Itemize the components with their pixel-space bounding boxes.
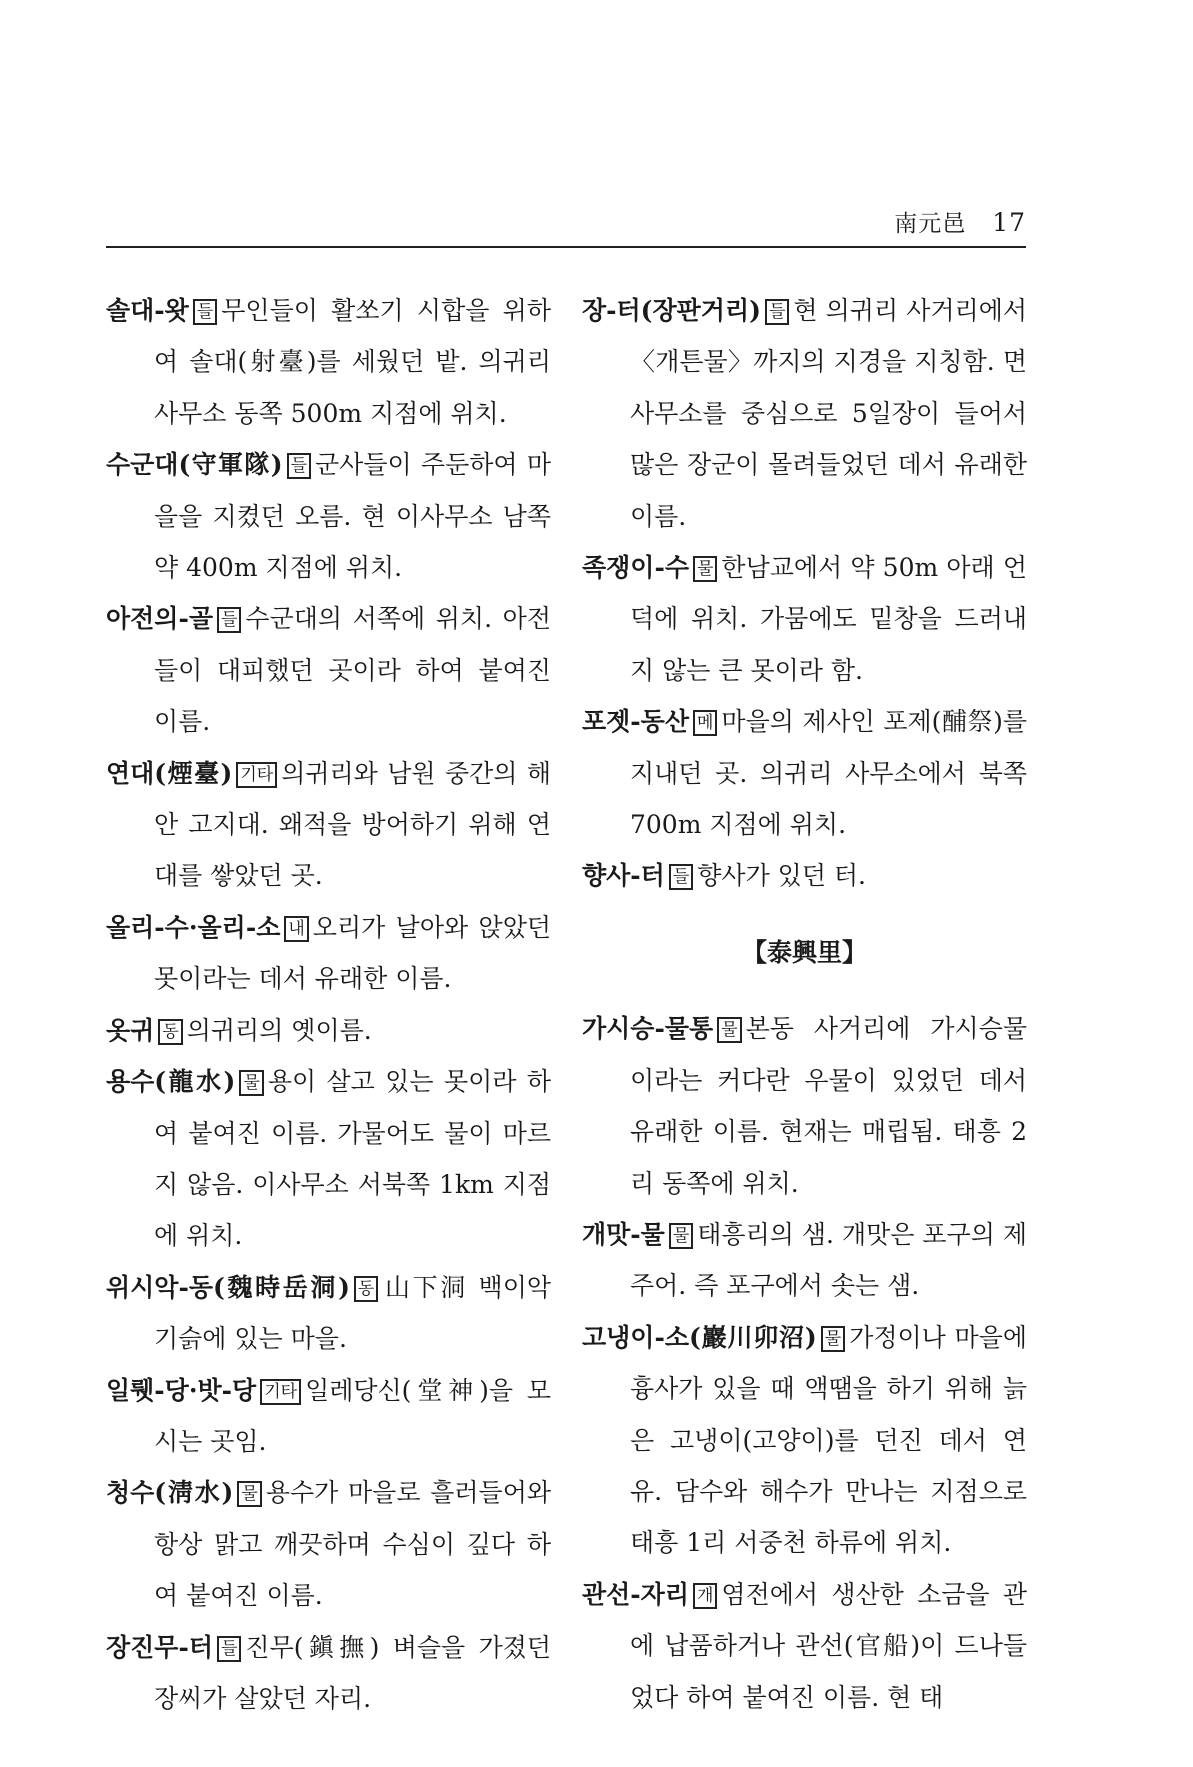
entry (582, 285, 1027, 542)
entry (106, 902, 551, 1005)
entry-body: 용이 살고 있는 못이라 하여 붙여진 이름. 가물어도 물이 마르지 않음. 이사무소 서북쪽 1km 지점에 위치. (154, 1067, 551, 1251)
entry-headword: 개맛-물 (582, 1219, 665, 1249)
entry-headword: 관선-자리 (582, 1579, 689, 1609)
entry-body: 마을의 제사인 포제(酺祭)를 지내던 곳. 의귀리 사무소에서 북쪽 700m 지점에 위치. (630, 707, 1027, 840)
entry-headword: 수군대(守軍隊) (106, 450, 283, 480)
entry-headword: 청수(淸水) (106, 1478, 234, 1508)
entry-headword: 일뤳-당·밧-당 (106, 1375, 257, 1405)
entry-headword: 장진무-터 (106, 1632, 213, 1662)
entry (582, 542, 1027, 696)
entry (106, 1622, 551, 1725)
entry-type-tag: 물 (693, 556, 717, 582)
entry (582, 1569, 1027, 1723)
entry (106, 1365, 551, 1468)
entry-headword: 솔대-왓 (106, 296, 189, 325)
entry (106, 593, 551, 747)
entry-type-tag: 들 (765, 299, 789, 325)
entry-headword: 향사-터 (582, 861, 665, 891)
entry-type-tag: 물 (669, 1223, 693, 1249)
entry-body: 의귀리와 남원 중간의 해안 고지대. 왜적을 방어하기 위해 연대를 쌓았던 곳. (154, 758, 551, 891)
entry-type-tag: 동 (354, 1276, 378, 1302)
entry-body: 태흥리의 샘. 개맛은 포구의 제주어. 즉 포구에서 솟는 샘. (630, 1219, 1027, 1301)
entry (106, 1262, 551, 1365)
entry-headword: 장-터(장판거리) (582, 296, 761, 325)
entry (582, 1003, 1027, 1209)
entry (582, 696, 1027, 850)
running-head (894, 205, 1026, 238)
entry-body: 수군대의 서쪽에 위치. 아전들이 대피했던 곳이라 하여 붙여진 이름. (154, 604, 551, 737)
entry-type-tag: 동 (158, 1019, 182, 1045)
entry (106, 1005, 551, 1056)
entry-headword: 옷귀 (106, 1015, 155, 1045)
entry-body: 현 의귀리 사거리에서 〈개튼물〉까지의 지경을 지칭함. 면사무소를 중심으로 5일장이 들어서 많은 장군이 몰려들었던 데서 유래한 이름. (630, 296, 1027, 531)
entry (106, 1056, 551, 1262)
entry-body: 오리가 날아와 앉았던 못이라는 데서 유래한 이름. (154, 912, 551, 994)
entry-type-tag: 들 (669, 864, 693, 890)
running-head-title: 南元邑 (894, 211, 967, 237)
entry-body: 가정이나 마을에 흉사가 있을 때 액땜을 하기 위해 늙은 고냉이(고양이)를 던진 데서 연유. 담수와 해수가 만나는 지점으로 태흥 1리 서중천 하류에 위치. (630, 1322, 1028, 1558)
entry-headword: 족쟁이-수 (582, 553, 689, 583)
entry-headword: 용수(龍水) (106, 1067, 236, 1097)
entry-headword: 고냉이-소(巖川卯沼) (582, 1322, 817, 1352)
entry-type-tag: 들 (217, 607, 241, 633)
page-number: 17 (992, 208, 1026, 237)
entry-type-tag: 들 (193, 299, 217, 325)
entry-body: 진무(鎭撫) 벼슬을 가졌던 장씨가 살았던 자리. (154, 1632, 551, 1713)
entry-body: 山下洞 백이악 기슭에 있는 마을. (154, 1272, 551, 1354)
entry-headword: 가시승-물통 (582, 1014, 714, 1044)
page-header (106, 206, 1026, 248)
entry (106, 748, 551, 902)
entry-body: 본동 사거리에 가시승물이라는 커다란 우물이 있었던 데서 유래한 이름. 현재는 매립됨. 태흥 2리 동쪽에 위치. (630, 1014, 1027, 1198)
entry (106, 439, 551, 593)
entry-body: 향사가 있던 터. (697, 861, 867, 891)
entry-body: 무인들이 활쏘기 시합을 위하여 솔대(射臺)를 세웠던 밭. 의귀리 사무소 동쪽 500m 지점에 위치. (154, 296, 551, 428)
entry-headword: 올리-수·올리-소 (106, 912, 281, 942)
entry-headword: 연대(煙臺) (106, 758, 233, 788)
entry-headword: 아전의-골 (106, 604, 213, 634)
entry-type-tag: 물 (821, 1326, 845, 1352)
entry-type-tag: 개 (693, 1583, 717, 1609)
section-title: 【泰興里】 (741, 937, 867, 967)
entry-body: 일레당신(堂神)을 모시는 곳임. (154, 1375, 551, 1456)
entry-body: 한남교에서 약 50m 아래 언덕에 위치. 가뭄에도 밑창을 드러내지 않는 큰 못이라 함. (630, 553, 1027, 685)
entry-type-tag: 메 (693, 710, 717, 736)
entry (582, 1312, 1027, 1569)
entry-type-tag: 물 (237, 1481, 261, 1507)
entry-body: 용수가 마을로 흘러들어와 항상 맑고 깨끗하며 수심이 깊다 하여 붙여진 이름. (154, 1478, 551, 1611)
entry (106, 1467, 551, 1621)
entry (582, 1209, 1027, 1312)
right-column (582, 285, 1027, 1723)
entry-type-tag: 들 (217, 1636, 241, 1662)
entry (106, 285, 551, 439)
entry-body: 염전에서 생산한 소금을 관에 납품하거나 관선(官船)이 드나들었다 하여 붙여진 이름. 현 태 (630, 1579, 1027, 1712)
entry-headword: 포젯-동산 (582, 707, 689, 737)
entry-type-tag: 기타 (236, 762, 277, 788)
entry-type-tag: 기타 (260, 1379, 301, 1405)
entry-body: 의귀리의 옛이름. (186, 1015, 372, 1045)
entry-type-tag: 물 (239, 1070, 263, 1096)
entry (582, 850, 1027, 901)
entry-body: 군사들이 주둔하여 마을을 지켰던 오름. 현 이사무소 남쪽 약 400m 지점에 위치. (154, 450, 551, 583)
entry-type-tag: 내 (284, 916, 308, 942)
entry-headword: 위시악-동(魏時岳洞) (106, 1272, 350, 1302)
entry-type-tag: 물 (717, 1017, 741, 1043)
entry-type-tag: 들 (287, 453, 311, 479)
left-column (106, 285, 551, 1724)
